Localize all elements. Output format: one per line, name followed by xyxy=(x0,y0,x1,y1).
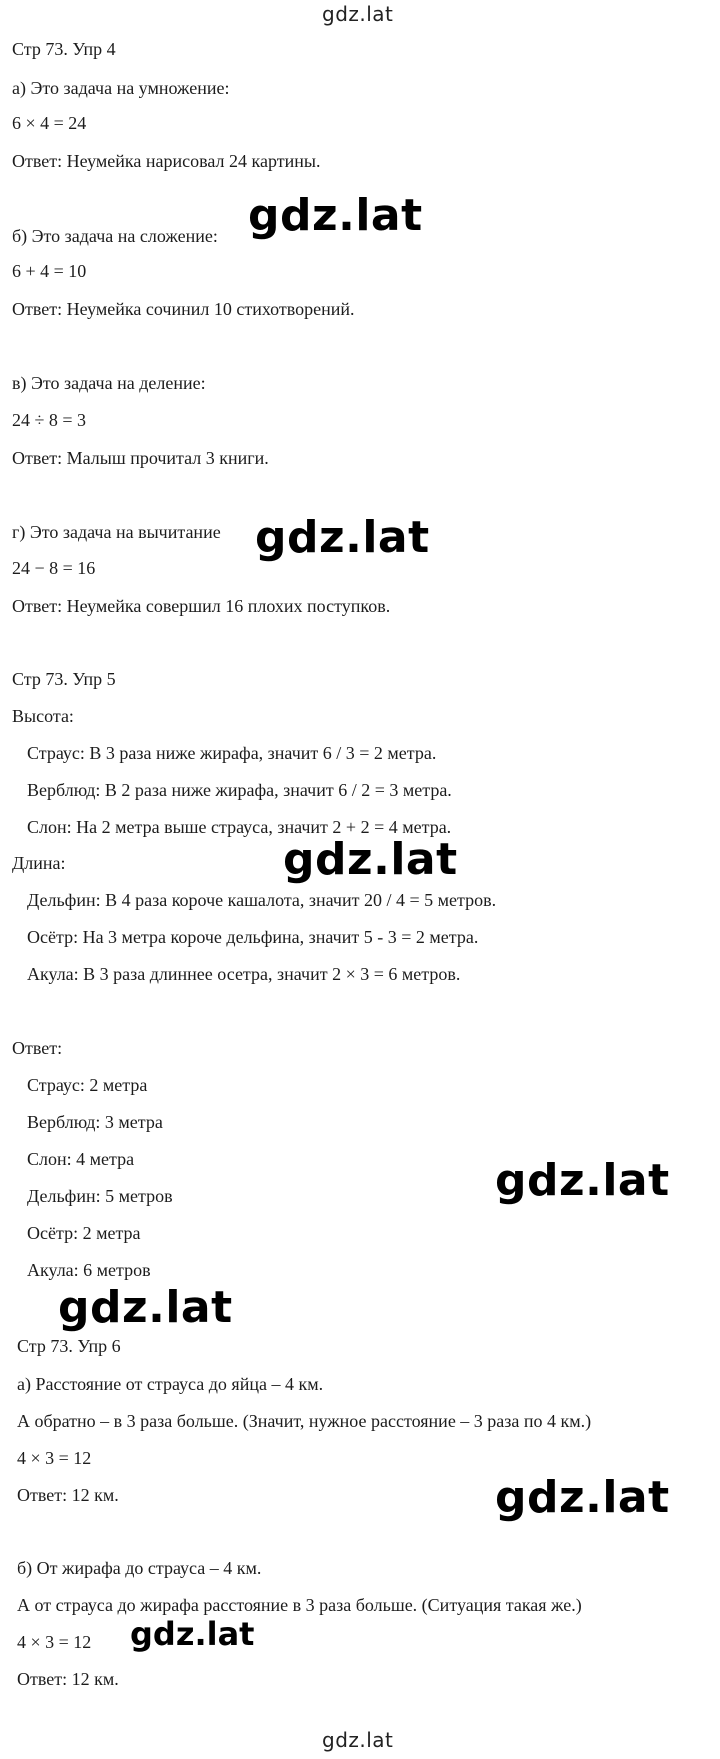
ex4-c-answer: Ответ: Малыш прочитал 3 книги. xyxy=(12,448,269,468)
ex5-answer-item: Страус: 2 метра xyxy=(27,1075,148,1095)
ex4-b-answer: Ответ: Неумейка сочинил 10 стихотворений. xyxy=(12,299,355,319)
ex5-height-item: Слон: На 2 метра выше страуса, значит 2 + 2 = 4 метра. xyxy=(27,817,452,837)
watermark: gdz.lat xyxy=(495,1155,670,1206)
ex4-b-equation: 6 + 4 = 10 xyxy=(12,261,87,281)
watermark-bottom: gdz.lat xyxy=(322,1728,394,1752)
ex4-c-heading: в) Это задача на деление: xyxy=(12,373,206,393)
watermark: gdz.lat xyxy=(58,1282,233,1333)
ex5-length-heading: Длина: xyxy=(12,853,66,873)
ex4-a-equation: 6 × 4 = 24 xyxy=(12,113,87,133)
ex6-a-answer: Ответ: 12 км. xyxy=(17,1485,119,1505)
ex4-d-equation: 24 − 8 = 16 xyxy=(12,558,96,578)
watermark-top: gdz.lat xyxy=(322,2,394,26)
ex5-answer-item: Акула: 6 метров xyxy=(27,1260,151,1280)
ex5-height-heading: Высота: xyxy=(12,706,74,726)
ex5-length-item: Акула: В 3 раза длиннее осетра, значит 2 × 3 = 6 метров. xyxy=(27,964,461,984)
ex4-d-answer: Ответ: Неумейка совершил 16 плохих поступков. xyxy=(12,596,391,616)
ex5-answer-item: Осётр: 2 метра xyxy=(27,1223,141,1243)
ex5-answer-item: Верблюд: 3 метра xyxy=(27,1112,163,1132)
watermark: gdz.lat xyxy=(255,512,430,563)
ex4-d-heading: г) Это задача на вычитание xyxy=(12,522,221,542)
ex5-answer-heading: Ответ: xyxy=(12,1038,63,1058)
ex6-a-heading: а) Расстояние от страуса до яйца – 4 км. xyxy=(17,1374,324,1394)
ex6-b-heading: б) От жирафа до страуса – 4 км. xyxy=(17,1558,262,1578)
ex5-length-item: Дельфин: В 4 раза короче кашалота, значит 20 / 4 = 5 метров. xyxy=(27,890,497,910)
watermark: gdz.lat xyxy=(283,834,458,885)
ex6-a-equation: 4 × 3 = 12 xyxy=(17,1448,92,1468)
ex5-answer-item: Слон: 4 метра xyxy=(27,1149,135,1169)
ex4-a-answer: Ответ: Неумейка нарисовал 24 картины. xyxy=(12,151,321,171)
ex6-b-text: А от страуса до жирафа расстояние в 3 раза больше. (Ситуация такая же.) xyxy=(17,1595,582,1615)
watermark: gdz.lat xyxy=(495,1472,670,1523)
watermark: gdz.lat xyxy=(130,1615,255,1653)
ex4-b-heading: б) Это задача на сложение: xyxy=(12,226,218,246)
ex6-a-text: А обратно – в 3 раза больше. (Значит, нужное расстояние – 3 раза по 4 км.) xyxy=(17,1411,592,1431)
ex4-c-equation: 24 ÷ 8 = 3 xyxy=(12,410,87,430)
ex5-height-item: Страус: В 3 раза ниже жирафа, значит 6 / 3 = 2 метра. xyxy=(27,743,437,763)
ex5-length-item: Осётр: На 3 метра короче дельфина, значит 5 - 3 = 2 метра. xyxy=(27,927,479,947)
ex4-a-heading: а) Это задача на умножение: xyxy=(12,78,230,98)
watermark: gdz.lat xyxy=(248,190,423,241)
ex6-b-answer: Ответ: 12 км. xyxy=(17,1669,119,1689)
ex5-title: Стр 73. Упр 5 xyxy=(12,669,116,689)
ex5-answer-item: Дельфин: 5 метров xyxy=(27,1186,173,1206)
ex4-title: Стр 73. Упр 4 xyxy=(12,39,116,59)
ex6-title: Стр 73. Упр 6 xyxy=(17,1336,121,1356)
ex6-b-equation: 4 × 3 = 12 xyxy=(17,1632,92,1652)
ex5-height-item: Верблюд: В 2 раза ниже жирафа, значит 6 / 2 = 3 метра. xyxy=(27,780,452,800)
